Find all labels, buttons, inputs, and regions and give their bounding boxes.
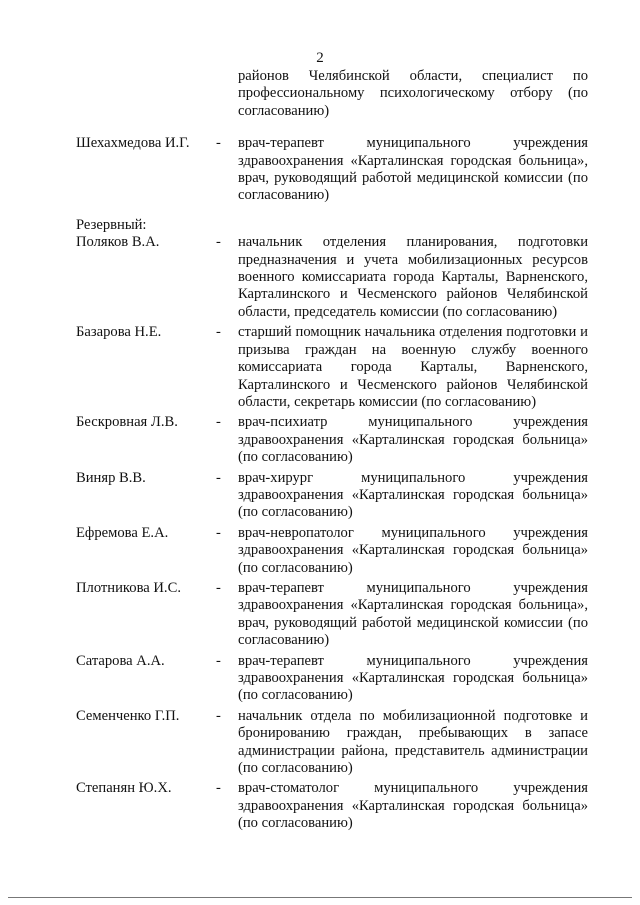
reserve-label: Резервный: — [76, 216, 147, 233]
member-name: Бескровная Л.В. — [76, 414, 178, 431]
member-dash: - — [216, 234, 221, 251]
member-dash: - — [216, 324, 221, 341]
member-dash: - — [216, 135, 221, 152]
member-name: Базарова Н.Е. — [76, 324, 162, 341]
member-dash: - — [216, 707, 221, 724]
reserve-entry — [76, 470, 588, 522]
member-description: врач-терапевт муниципального учреждения здравоохранения «Карталинская городская больница», врач, руководящий работой медицинской комиссии (по согласованию) — [238, 579, 588, 649]
member-name: Степанян Ю.Х. — [76, 780, 172, 797]
member-name: Семенченко Г.П. — [76, 707, 180, 724]
reserve-entry — [76, 234, 588, 321]
member-dash: - — [216, 524, 221, 541]
member-name: Плотникова И.С. — [76, 579, 181, 596]
member-name: Шехахмедова И.Г. — [76, 135, 190, 152]
member-dash: - — [216, 579, 221, 596]
member-dash: - — [216, 780, 221, 797]
page-number: 2 — [316, 50, 324, 66]
member-dash: - — [216, 652, 221, 669]
member-description: врач-терапевт муниципального учреждения здравоохранения «Карталинская городская больница» (по согласованию) — [238, 652, 588, 704]
member-name: Сатарова А.А. — [76, 652, 165, 669]
reserve-entry — [76, 708, 588, 778]
reserve-entry — [76, 780, 588, 832]
reserve-entry — [76, 414, 588, 466]
reserve-entry — [76, 324, 588, 411]
member-description: врач-психиатр муниципального учреждения здравоохранения «Карталинская городская больница» (по согласованию) — [238, 414, 588, 466]
member-description: врач-невропатолог муниципального учреждения здравоохранения «Карталинская городская больница» (по согласованию) — [238, 524, 588, 576]
reserve-entry — [76, 653, 588, 705]
member-name: Виняр В.В. — [76, 469, 146, 486]
member-description: врач-терапевт муниципального учреждения здравоохранения «Карталинская городская больница», врач, руководящий работой медицинской комиссии (по согласованию) — [238, 135, 588, 204]
member-description: врач-стоматолог муниципального учреждения здравоохранения «Карталинская городская больница» (по согласованию) — [238, 780, 588, 832]
member-name: Поляков В.А. — [76, 234, 160, 251]
reserve-entry — [76, 580, 588, 650]
document-body — [76, 68, 588, 833]
reserve-entry — [76, 525, 588, 577]
continuation-entry — [76, 68, 588, 120]
page-bottom-divider — [8, 897, 632, 898]
member-entry — [76, 135, 588, 205]
member-name: Ефремова Е.А. — [76, 524, 169, 541]
continuation-text: районов Челябинской области, специалист по профессиональному психологическому отбору (по согласованию) — [238, 68, 588, 119]
member-description: старший помощник начальника отделения подготовки и призыва граждан на военную службу военного комиссариата города Карталы, Варненского, Карталинского и Чесменского районов Челябинской области, секретарь комиссии (по согласованию) — [238, 324, 588, 410]
member-dash: - — [216, 469, 221, 486]
member-description: врач-хирург муниципального учреждения здравоохранения «Карталинская городская больница» (по согласованию) — [238, 469, 588, 521]
member-dash: - — [216, 414, 221, 431]
member-description: начальник отделения планирования, подготовки предназначения и учета мобилизационных ресурсов военного комиссариата города Карталы, Варненского, Карталинского и Чесменского районов Челябинской области, председатель комиссии (по согласованию) — [238, 234, 588, 320]
member-description: начальник отдела по мобилизационной подготовке и бронированию граждан, пребывающих в запасе администрации района, представитель администрации (по согласованию) — [238, 707, 588, 777]
